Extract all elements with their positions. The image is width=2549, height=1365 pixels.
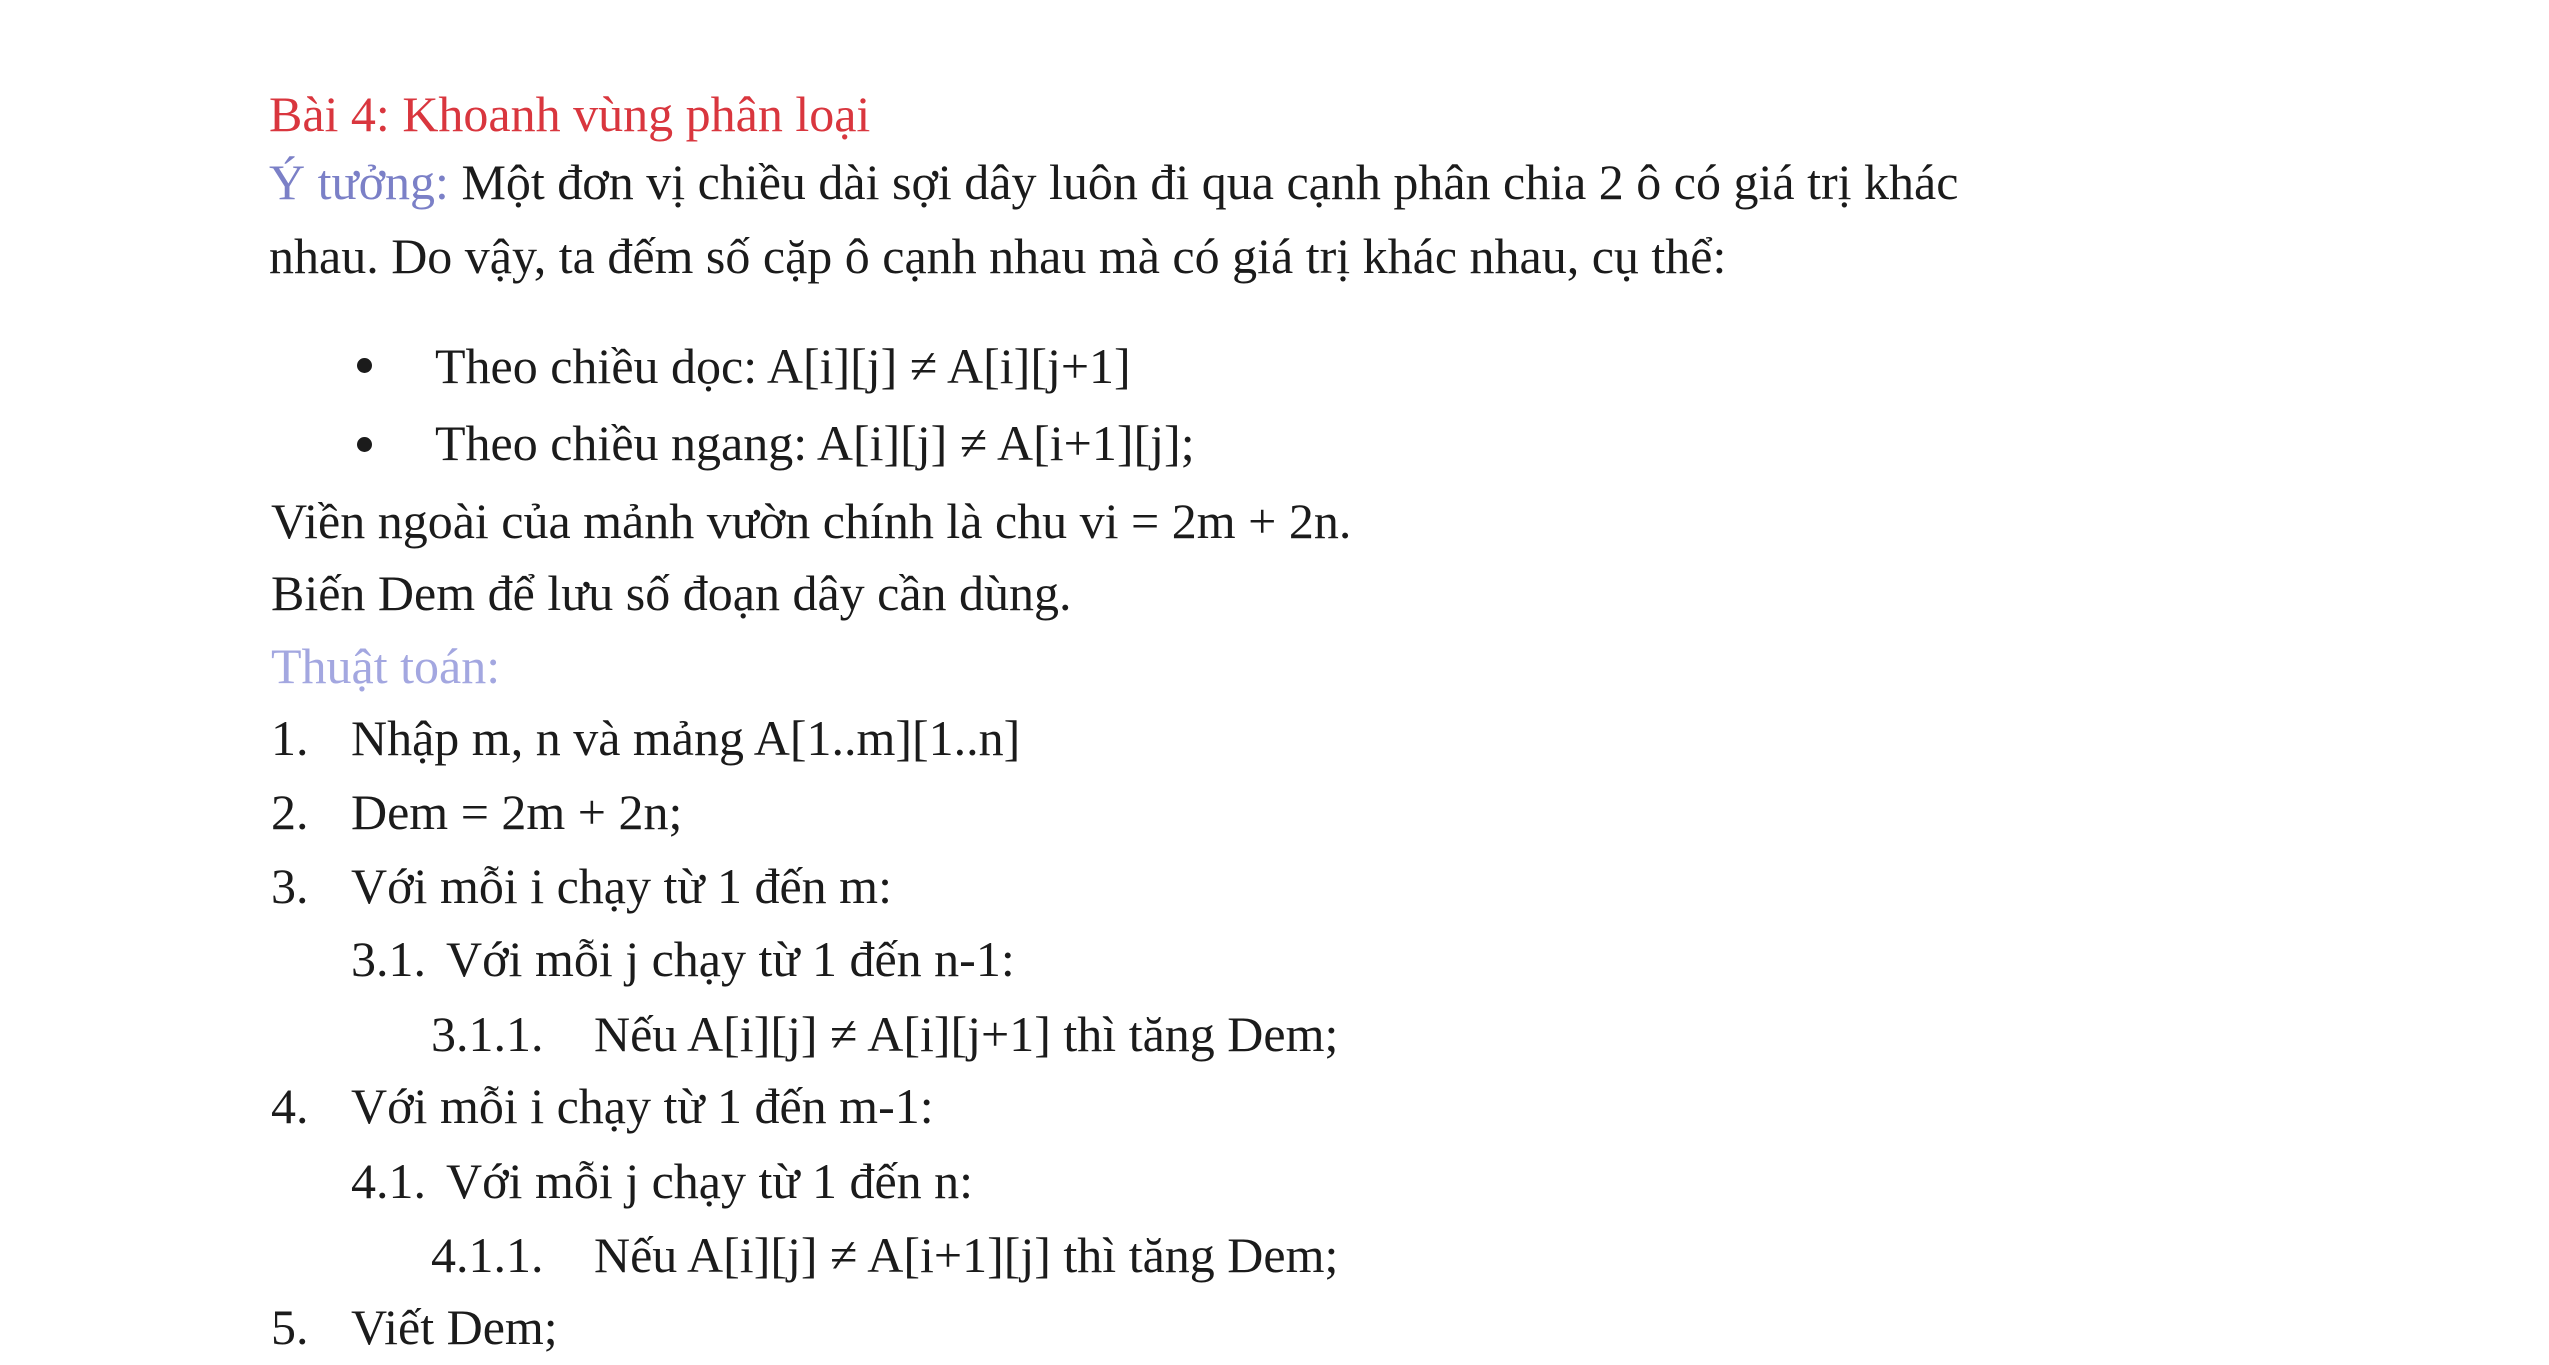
algorithm-subsubstep [431,1004,1338,1064]
bullet-dot [357,437,372,452]
perimeter-text: Viền ngoài của mảnh vườn chính là chu vi = 2m + 2n. [271,493,1352,549]
step-number: 4.1.1. [431,1227,544,1283]
step-text: Nếu A[i][j] ≠ A[i][j+1] thì tăng Dem; [594,1006,1339,1062]
algorithm-substep [351,929,1015,989]
step-number: 4. [271,1078,309,1134]
bullet-horizontal: Theo chiều ngang: A[i][j] ≠ A[i+1][j]; [435,415,1195,471]
algorithm-step [271,1076,934,1136]
step-text: Với mỗi i chạy từ 1 đến m-1: [351,1078,934,1134]
step-number: 1. [271,710,309,766]
step-text: Với mỗi j chạy từ 1 đến n: [446,1153,974,1209]
step-text: Viết Dem; [351,1299,558,1355]
algorithm-label: Thuật toán: [271,638,501,694]
counter-text: Biến Dem để lưu số đoạn dây cần dùng. [271,565,1072,621]
bullet-dot [357,358,372,373]
algorithm-substep [351,1151,973,1211]
algorithm-step [271,782,682,842]
algorithm-step [271,856,892,916]
step-text: Dem = 2m + 2n; [351,784,683,840]
step-number: 3. [271,858,309,914]
idea-label: Ý tưởng: [269,154,449,210]
algorithm-step [271,1297,558,1357]
idea-paragraph-line-1 [269,152,1958,212]
algorithm-step [271,708,1020,768]
section-title: Bài 4: Khoanh vùng phân loại [269,86,871,142]
algorithm-subsubstep [431,1225,1338,1285]
step-number: 5. [271,1299,309,1355]
step-number: 4.1. [351,1153,426,1209]
bullet-vertical: Theo chiều dọc: A[i][j] ≠ A[i][j+1] [435,338,1131,394]
step-text: Với mỗi i chạy từ 1 đến m: [351,858,892,914]
idea-text-line-1: Một đơn vị chiều dài sợi dây luôn đi qua cạnh phân chia 2 ô có giá trị khác [448,154,1959,210]
idea-text-line-2: nhau. Do vậy, ta đếm số cặp ô cạnh nhau mà có giá trị khác nhau, cụ thể: [269,228,1727,284]
step-number: 3.1.1. [431,1006,544,1062]
step-text: Nhập m, n và mảng A[1..m][1..n] [351,710,1021,766]
step-number: 2. [271,784,309,840]
step-text: Nếu A[i][j] ≠ A[i+1][j] thì tăng Dem; [594,1227,1339,1283]
step-text: Với mỗi j chạy từ 1 đến n-1: [446,931,1015,987]
step-number: 3.1. [351,931,426,987]
